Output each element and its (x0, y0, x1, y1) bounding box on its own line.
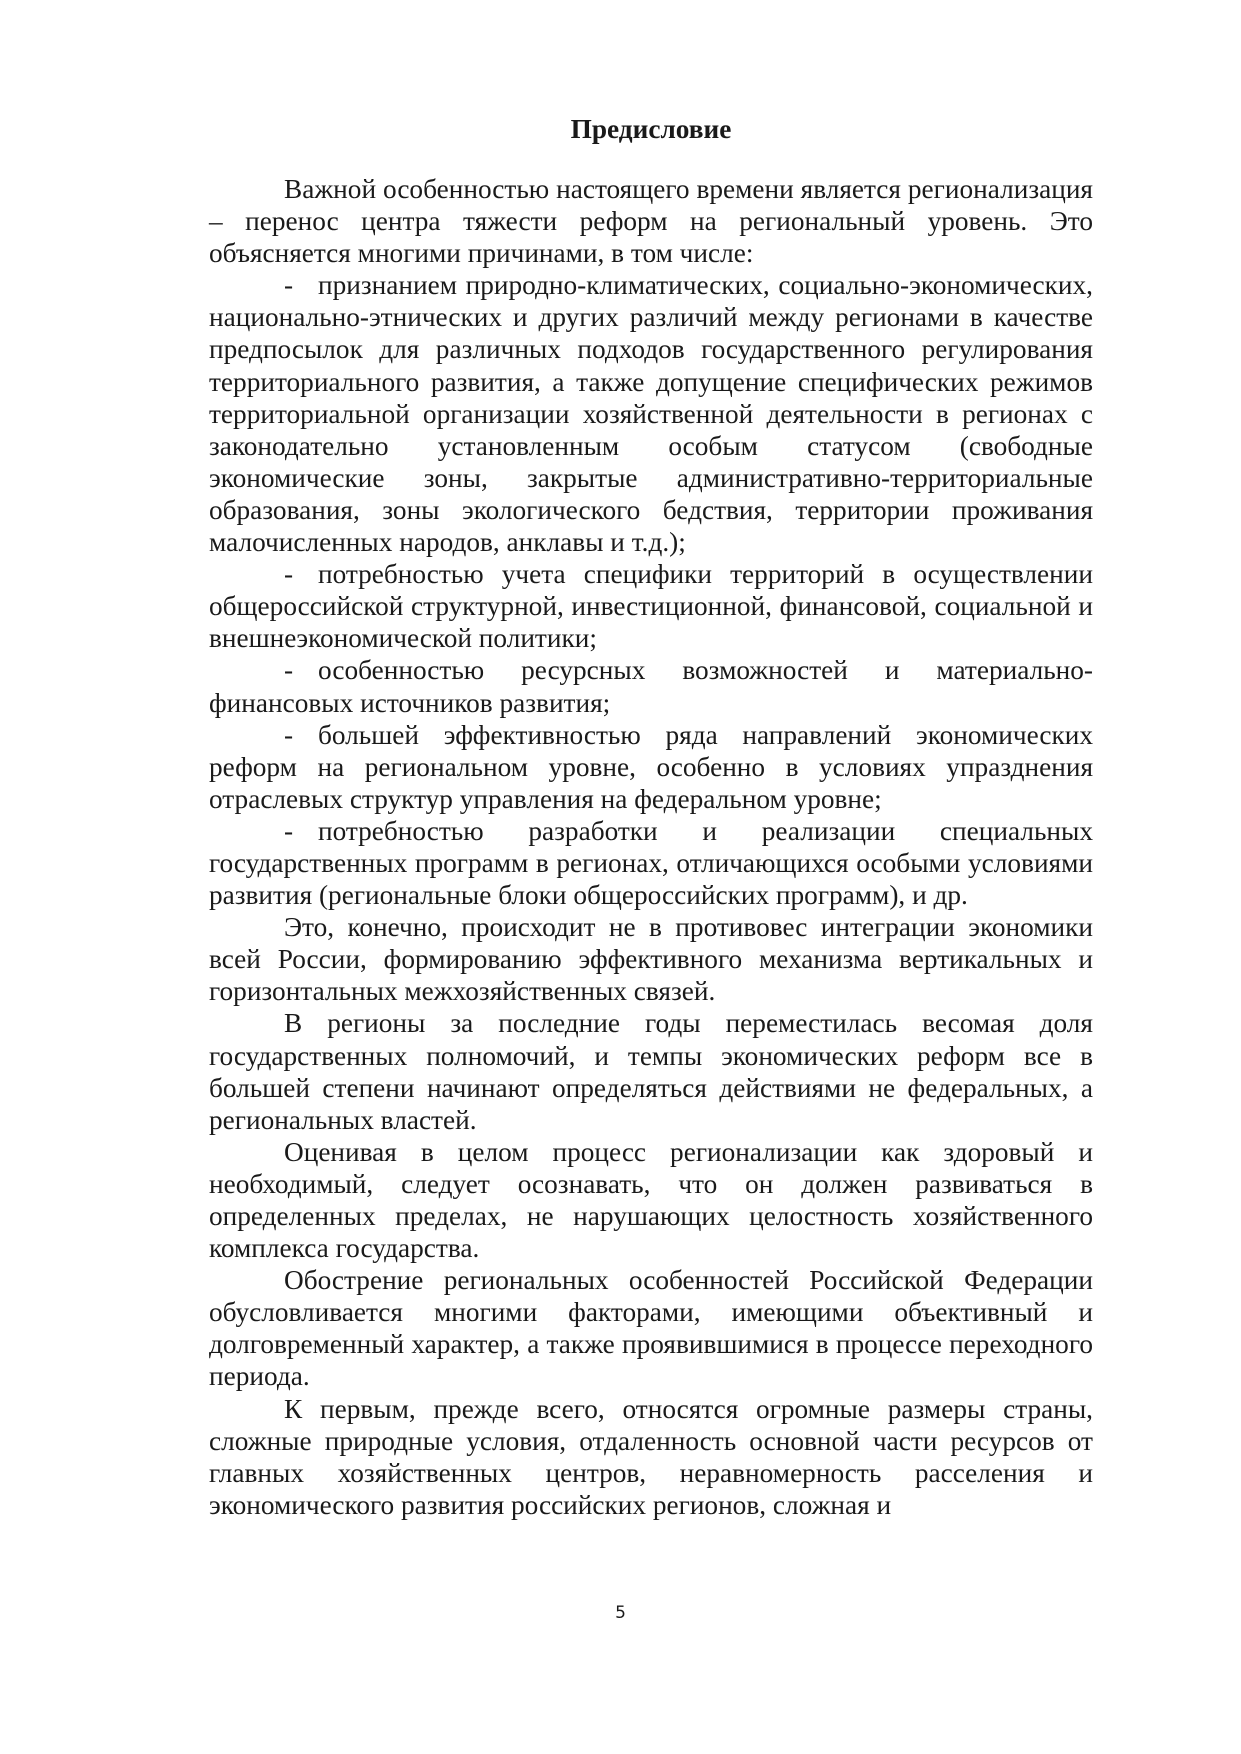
section-title: Предисловие (570, 114, 732, 144)
body-paragraph: Это, конечно, происходит не в противовес интеграции экономики всей России, формированию эффективного механизма вертикальных и горизонтальных межхозяйственных связей. (209, 912, 1093, 1007)
list-item (209, 269, 1093, 558)
list-item-text: особенностью ресурсных возможностей и материально-финансовых источников развития; (209, 655, 1093, 718)
list-item (209, 815, 1093, 911)
list-item-text: большей эффективностью ряда направлений экономических реформ на региональном уровне, особенно в условиях упразднения отраслевых структур управления на федеральном уровне; (209, 719, 1093, 814)
list-dash: - (284, 719, 294, 750)
intro-paragraph: Важной особенностью настоящего времени является регионализация – перенос центра тяжести реформ на региональный уровень. Это объясняется многими причинами, в том числе: (209, 174, 1093, 269)
list-item (209, 719, 1093, 815)
page-content (209, 113, 1093, 1521)
body-paragraph: Оценивая в целом процесс регионализации как здоровый и необходимый, следует осознавать, что он должен развиваться в определенных пределах, не нарушающих целостность хозяйственного комплекса государства. (209, 1136, 1093, 1264)
list-item-text: потребностью учета специфики территорий в осуществлении общероссийской структурной, инвестиционной, финансовой, социальной и внешнеэкономической политики; (209, 559, 1093, 654)
page-number: 5 (615, 1603, 626, 1623)
body-paragraph: Обострение региональных особенностей Российской Федерации обусловливается многими факторами, имеющими объективный и долговременный характер, а также проявившимися в процессе переходного периода. (209, 1265, 1093, 1392)
list-item-text: потребностью разработки и реализации специальных государственных программ в регионах, отличающихся особыми условиями развития (региональные блоки общероссийских программ), и др. (209, 815, 1093, 911)
list-dash: - (284, 559, 294, 590)
body-paragraph: В регионы за последние годы переместилась весомая доля государственных полномочий, и темпы экономических реформ все в большей степени начинают определяться действиями не федеральных, а региональных властей. (209, 1008, 1093, 1135)
list-dash: - (284, 815, 294, 846)
list-item (209, 558, 1093, 654)
list-item (209, 654, 1093, 718)
body-paragraph: К первым, прежде всего, относятся огромные размеры страны, сложные природные условия, отдаленность основной части ресурсов от главных хозяйственных центров, неравномерность расселения и экономического развития российских регионов, сложная и (209, 1393, 1093, 1520)
list-dash: - (284, 270, 294, 301)
list-dash: - (284, 655, 294, 686)
list-item-text: признанием природно-климатических, социально-экономических, национально-этнических и других различий между регионами в качестве предпосылок для различных подходов государственного регулирования территориального развития, а также допущение специфических режимов территориальной организации хозяйственной деятельности в регионах с законодательно установленным особым статусом (свободные экономические зоны, закрытые административно-территориальные образования, зоны экологического бедствия, территории проживания малочисленных народов, анклавы и т.д.); (209, 270, 1093, 558)
